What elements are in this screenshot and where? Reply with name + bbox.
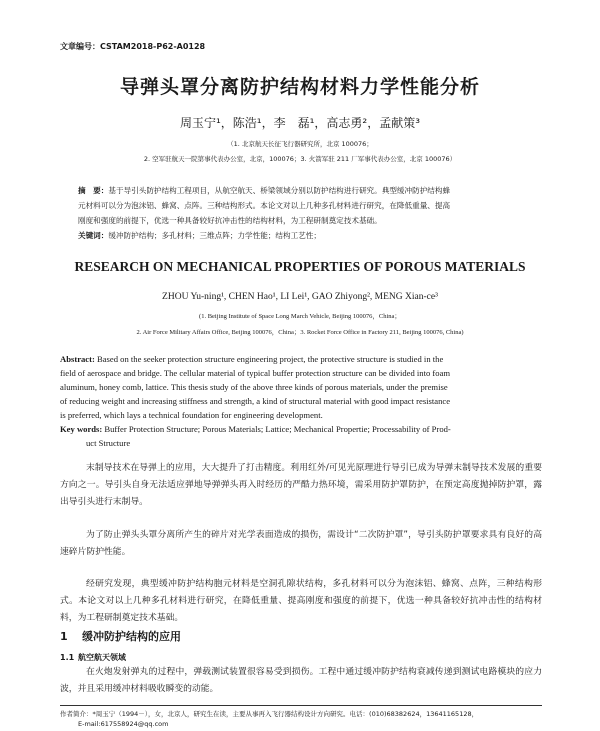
affiliation-en-line-2: 2. Air Force Military Affairs Office, Beijing 100076，China；3. Rocket Force Office in Factory 211, Beijing 100076, China)	[136, 329, 464, 336]
affiliation-en-line-1: (1. Beijing Institute of Space Long March Vehicle, Beijing 100076，China；	[199, 313, 401, 320]
paper-title-en: RESEARCH ON MECHANICAL PROPERTIES OF POROUS MATERIALS	[74, 259, 526, 274]
abstract-en-line-2: field of aerospace and bridge. The cellular material of typical buffer protection structure can be divided into foam	[60, 368, 451, 378]
authors-en: ZHOU Yu-ning¹, CHEN Hao¹, LI Lei¹, GAO Zhiyong², MENG Xian-ce³	[162, 292, 438, 302]
body-paragraph-3: 经研究发现，典型缓冲防护结构胞元材料是空洞孔隙状结构，多孔材料可以分为泡沫铝、蜂窝、点阵，三种结构形式。本论文对以上几种多孔材料进行研究，在降低重量、提高刚度和强度的前提下，优选一种具备较好抗冲击性的结构材料，为工程研制奠定技术基础。	[60, 579, 542, 623]
subsection-heading-1-1	[60, 652, 126, 663]
affiliation-cn-line-1: （1. 北京航天长征飞行器研究所，北京 100076；	[227, 140, 373, 148]
abstract-cn	[78, 183, 528, 243]
abstract-cn-line-2: 元材料可以分为泡沫铝、蜂窝、点阵。三种结构形式。本论文对以上几种多孔材料进行研究，在降低重量、提高	[78, 201, 451, 210]
body-paragraph-2: 为了防止弹头头罩分离所产生的碎片对光学表面造成的损伤，需设计“二次防护罩”，导引头防护罩要求具有良好的高速碎片防护性能。	[60, 530, 542, 557]
footnote-email: E-mail:617558924@qq.com	[78, 720, 169, 728]
section-number: 1	[60, 630, 68, 643]
abstract-cn-label: 摘 要：	[78, 186, 109, 195]
abstract-cn-line-3: 刚度和强度的前提下，优选一种具备较好抗冲击性的结构材料，为工程研制奠定技术基础。	[78, 216, 382, 225]
keywords-cn: 关键词：缓冲防护结构；多孔材料；三维点阵；力学性能；结构工艺性；	[78, 231, 321, 240]
section-heading-1	[60, 628, 181, 644]
section-title: 缓冲防护结构的应用	[82, 630, 181, 643]
author-footnote	[60, 709, 542, 729]
authors-cn: 周玉宁¹，陈浩¹，李 磊¹，高志勇²，孟献策³	[179, 116, 421, 130]
subsection-paragraph: 在火炮发射弹丸的过程中，弹载测试装置很容易受到损伤。工程中通过缓冲防护结构衰减传递到测试电路模块的应力波，并且采用缓冲材料吸收瞬变的动能。	[60, 667, 542, 694]
abstract-en-label: Abstract:	[60, 354, 95, 364]
keywords-en: Key words: Buffer Protection Structure; Porous Materials; Lattice; Mechanical Propertie; Processability of Prod-	[60, 424, 451, 434]
body-paragraph-1: 末制导技术在导弹上的应用，大大提升了打击精度。利用红外/可见光原理进行导引已成为导弹末制导技术发展的重要方向之一。导引头自身无法适应弹地导弹弹头再入时经历的严酷力热环境，需采用防护罩防护，在预定高度抛掉防护罩，露出导引头进行末制导。	[60, 463, 542, 507]
paper-title-cn: 导弹头罩分离防护结构材料力学性能分析	[119, 76, 480, 98]
affiliation-cn-line-2: 2. 空军驻航天一院第事代表办公室，北京，100076；3. 火箭军驻 211 厂军事代表办公室，北京 100076）	[143, 155, 457, 163]
abstract-en-line-4: of reducing weight and increasing stiffness and strength, a kind of structural material with good impact resistance	[60, 396, 451, 406]
keywords-cn-label: 关键词：	[78, 231, 109, 240]
document-id: 文章编号：CSTAM2018-P62-A0128	[60, 42, 206, 51]
abstract-en	[60, 352, 542, 450]
abstract-en-line-5: is preferred, which lays a technical foundation for engineering development.	[60, 410, 323, 420]
footnote-line-1: 作者简介：*周玉宁（1994－），女，北京人，研究生在读，主要从事再入飞行器结构设计方向研究。电话：(010)68382624，13641165128，	[60, 710, 479, 718]
subsection-number: 1.1	[60, 653, 75, 662]
keywords-en-line-2: uct Structure	[86, 438, 131, 448]
abstract-cn-line-1: 摘 要：基于导引头防护结构工程项目，从航空航天、桥梁领域分别以防护结构进行研究。典型缓冲防护结构蜂	[78, 186, 451, 195]
footnote-divider	[60, 705, 542, 706]
keywords-en-label: Key words:	[60, 424, 103, 434]
subsection-title: 航空航天领域	[78, 653, 126, 662]
abstract-en-line-1: Abstract: Based on the seeker protection structure engineering project, the protective structure is studied in the	[60, 354, 444, 364]
abstract-en-line-3: aluminum, honey comb, lattice. This thesis study of the above three kinds of porous materials, under the premise	[60, 382, 448, 392]
